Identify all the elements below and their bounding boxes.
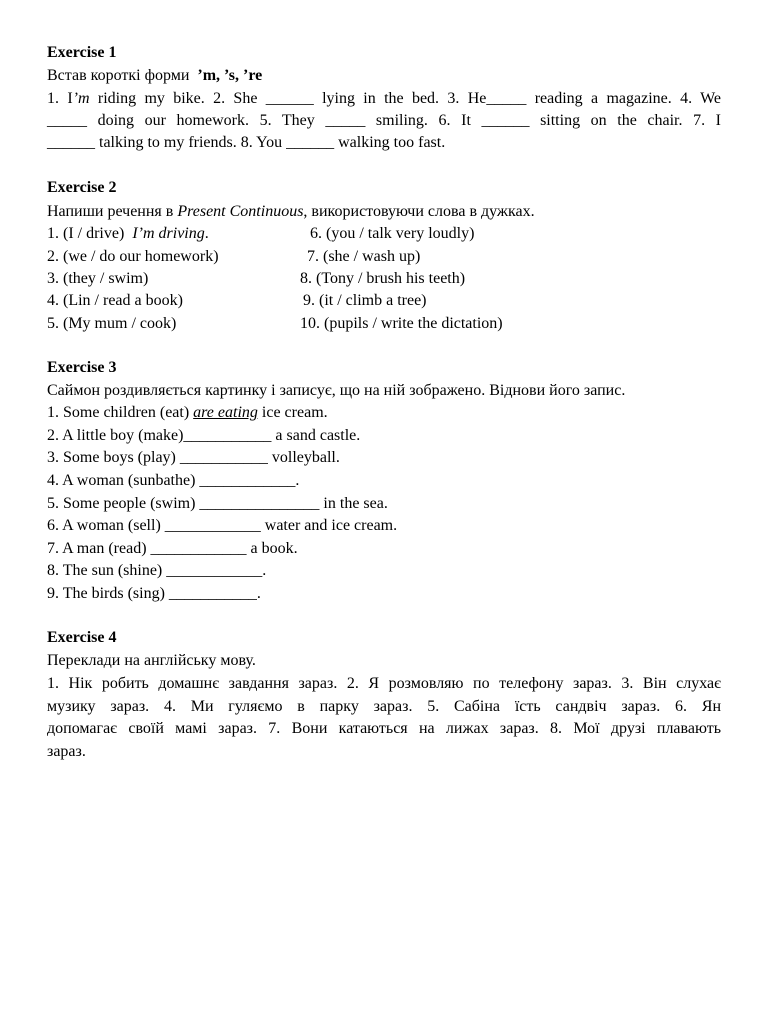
exercise-3-item-6: 6. A woman (sell) ____________ water and ice cream. [47, 517, 398, 534]
exercise-2-item-9: 9. (it / climb a tree) [303, 292, 427, 309]
exercise-4-instruction: Переклади на англійську мову. [47, 652, 256, 669]
exercise-3-item-1: 1. Some children (eat) are eating ice cream. [47, 404, 328, 421]
example-answer: I’m driving [132, 225, 205, 242]
example-answer: are eating [193, 404, 258, 421]
exercise-3-item-8: 8. The sun (shine) ____________. [47, 562, 267, 579]
exercise-3-item-4: 4. A woman (sunbathe) ____________. [47, 472, 300, 489]
exercise-2-item-10: 10. (pupils / write the dictation) [300, 315, 503, 332]
exercise-2-title: Exercise 2 [47, 179, 117, 196]
exercise-1-title: Exercise 1 [47, 44, 117, 61]
exercise-2-item-2: 2. (we / do our homework) [47, 248, 219, 265]
exercise-2-item-4: 4. (Lin / read a book) [47, 292, 183, 309]
exercise-3-title: Exercise 3 [47, 359, 117, 376]
exercise-4-title: Exercise 4 [47, 629, 117, 646]
exercise-4-line-1: 1. Нік робить домашнє завдання зараз. 2. Я розмовляю по телефону зараз. 3. Він слухає [47, 675, 721, 692]
tense-name: Present Continuous [177, 203, 304, 220]
example-answer: ’m [72, 90, 90, 107]
short-forms: ’m, ’s, ’re [197, 67, 263, 84]
exercise-2-instruction: Напиши речення в Present Continuous, використовуючи слова в дужках. [47, 203, 535, 220]
exercise-1-line-2: _____ doing our homework. 5. They _____ smiling. 6. It ______ sitting on the chair. 7. I [47, 112, 721, 129]
exercise-2-item-7: 7. (she / wash up) [307, 248, 421, 265]
exercise-2-item-3: 3. (they / swim) [47, 270, 149, 287]
exercise-3-item-2: 2. A little boy (make)___________ a sand castle. [47, 427, 361, 444]
exercise-2-item-5: 5. (My mum / cook) [47, 315, 177, 332]
exercise-4-line-4: зараз. [47, 743, 86, 760]
exercise-4-line-2: музику зараз. 4. Ми гуляємо в парку зараз. 5. Сабіна їсть сандвіч зараз. 6. Ян [47, 698, 721, 715]
exercise-2-item-6: 6. (you / talk very loudly) [310, 225, 475, 242]
exercise-3-instruction: Саймон роздивляється картинку і записує, що на ній зображено. Віднови його запис. [47, 382, 626, 399]
exercise-3-item-5: 5. Some people (swim) _______________ in the sea. [47, 495, 388, 512]
exercise-3-item-9: 9. The birds (sing) ___________. [47, 585, 261, 602]
exercise-2-item-8: 8. (Tony / brush his teeth) [300, 270, 466, 287]
exercise-3-item-3: 3. Some boys (play) ___________ volleyball. [47, 449, 340, 466]
exercise-1-line-1: 1. I’m riding my bike. 2. She ______ lying in the bed. 3. He_____ reading a magazine. 4. We [47, 90, 722, 107]
exercise-4-line-3: допомагає своїй мамі зараз. 7. Вони катаються на лижах зараз. 8. Мої друзі плавають [47, 720, 721, 737]
exercise-3-item-7: 7. A man (read) ____________ a book. [47, 540, 298, 557]
exercise-2-item-1: 1. (I / drive) I’m driving. [47, 225, 209, 242]
exercise-1-instruction: Встав короткі форми ’m, ’s, ’re [47, 67, 263, 84]
exercise-1-line-3: ______ talking to my friends. 8. You ______ walking too fast. [47, 134, 446, 151]
